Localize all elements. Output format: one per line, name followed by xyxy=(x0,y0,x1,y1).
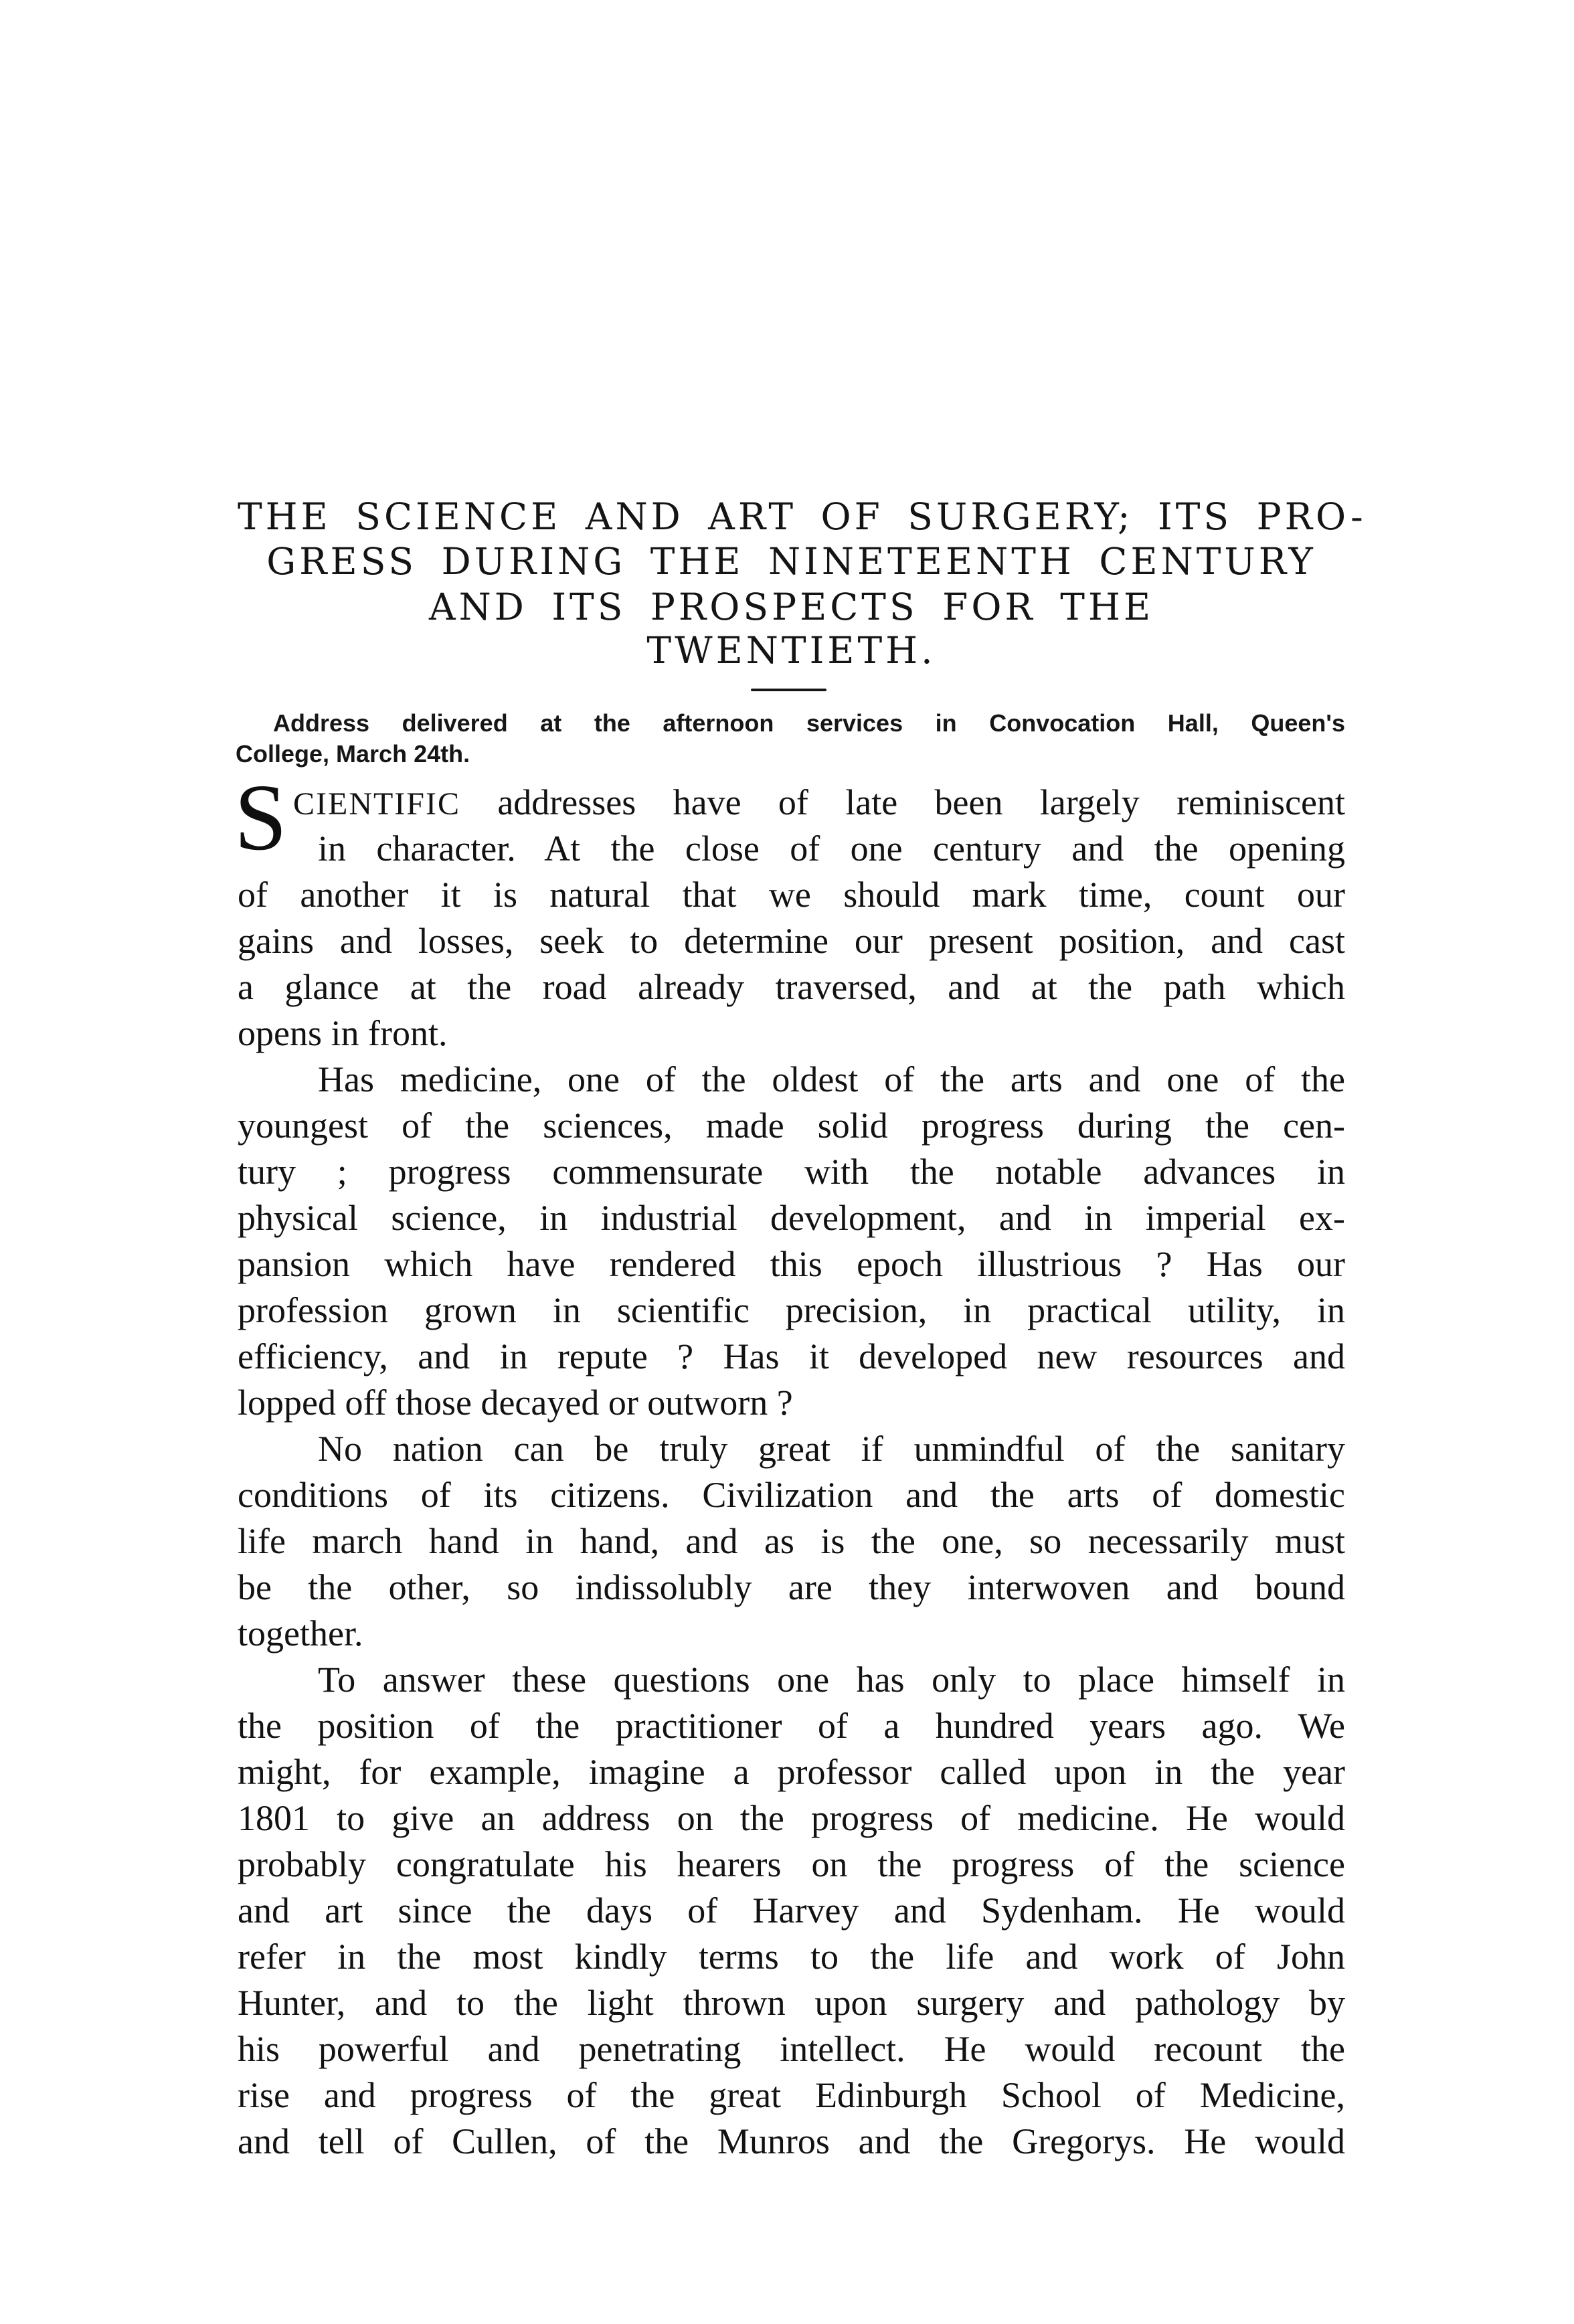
body-line-29: rise and progress of the great Edinburgh School of Medicine, xyxy=(238,2075,1345,2115)
body-line-14: lopped off those decayed or outworn ? xyxy=(238,1382,793,1423)
body-line-18: be the other, so indissolubly are they interwoven and bound xyxy=(238,1567,1345,1607)
body-line-8: youngest of the sciences, made solid progress during the cen- xyxy=(238,1105,1345,1146)
body-line-16: conditions of its citizens. Civilization and the arts of domestic xyxy=(238,1475,1345,1515)
body-line-21: the position of the practitioner of a hundred years ago. We xyxy=(238,1706,1345,1746)
first-line-text: addresses have of late been largely reminiscent xyxy=(497,782,1346,822)
subtitle-line-2: College, March 24th. xyxy=(236,740,470,768)
body-line-26: refer in the most kindly terms to the life and work of John xyxy=(238,1937,1345,1977)
body-line-1 xyxy=(293,780,1345,826)
body-line-22: might, for example, imagine a professor called upon in the year xyxy=(238,1752,1345,1792)
body-line-11: pansion which have rendered this epoch illustrious ? Has our xyxy=(238,1244,1345,1284)
body-line-25: and art since the days of Harvey and Sydenham. He would xyxy=(238,1890,1345,1931)
title-line-4: TWENTIETH. xyxy=(646,629,936,672)
first-word-caps: CIENTIFIC xyxy=(293,786,460,822)
subtitle-line-1: Address delivered at the afternoon services in Convocation Hall, Queen's xyxy=(273,709,1345,737)
body-line-17: life march hand in hand, and as is the one, so necessarily must xyxy=(238,1521,1345,1561)
body-line-19: together. xyxy=(238,1613,363,1653)
body-line-10: physical science, in industrial development, and in imperial ex- xyxy=(238,1198,1345,1238)
body-line-6: opens in front. xyxy=(238,1013,448,1053)
title-line-1: THE SCIENCE AND ART OF SURGERY; ITS PRO- xyxy=(238,495,1367,538)
body-line-27: Hunter, and to the light thrown upon surgery and pathology by xyxy=(238,1983,1345,2023)
body-line-28: his powerful and penetrating intellect. He would recount the xyxy=(238,2029,1345,2069)
body-line-20: To answer these questions one has only to place himself in xyxy=(318,1660,1345,1700)
body-line-24: probably congratulate his hearers on the progress of the science xyxy=(238,1844,1345,1884)
drop-cap-letter: S xyxy=(234,764,287,870)
body-line-15: No nation can be truly great if unmindful of the sanitary xyxy=(318,1429,1345,1469)
body-line-3: of another it is natural that we should mark time, count our xyxy=(238,875,1345,915)
body-line-12: profession grown in scientific precision, in practical utility, in xyxy=(238,1290,1345,1330)
body-line-5: a glance at the road already traversed, and at the path which xyxy=(238,967,1345,1007)
body-line-23: 1801 to give an address on the progress of medicine. He would xyxy=(238,1798,1345,1838)
body-line-13: efficiency, and in repute ? Has it developed new resources and xyxy=(238,1336,1345,1376)
title-separator-rule xyxy=(751,689,826,691)
body-line-2: in character. At the close of one century and the opening xyxy=(318,828,1345,869)
title-line-3: AND ITS PROSPECTS FOR THE xyxy=(428,586,1154,628)
body-line-7: Has medicine, one of the oldest of the arts and one of the xyxy=(318,1059,1345,1099)
body-line-9: tury ; progress commensurate with the notable advances in xyxy=(238,1152,1345,1192)
body-line-30: and tell of Cullen, of the Munros and the Gregorys. He would xyxy=(238,2121,1345,2161)
body-line-4: gains and losses, seek to determine our present position, and cast xyxy=(238,921,1345,961)
title-line-2: GRESS DURING THE NINETEENTH CENTURY xyxy=(266,540,1316,583)
